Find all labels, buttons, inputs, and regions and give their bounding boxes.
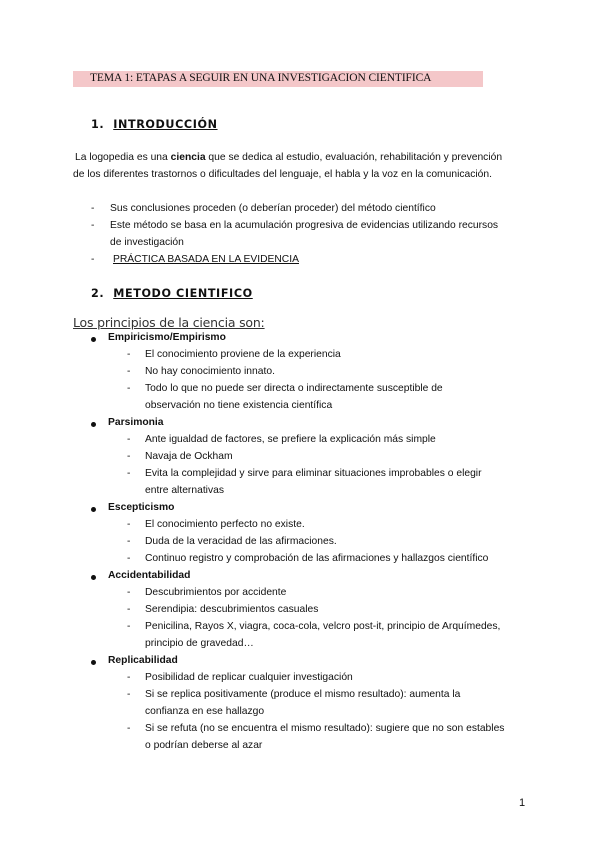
dash-marker: -	[91, 220, 95, 231]
dash-marker: -	[127, 689, 131, 700]
dash-marker: -	[127, 349, 131, 360]
principle-line: Penicilina, Rayos X, viagra, coca-cola, velcro post-it, principio de Arquímedes,	[145, 621, 501, 632]
principle-line: No hay conocimiento innato.	[145, 366, 275, 377]
principle-line: Duda de la veracidad de las afirmaciones.	[145, 536, 337, 547]
bullet-dot	[91, 575, 96, 580]
section1-number: 1.	[91, 118, 105, 131]
principle-line: Navaja de Ockham	[145, 451, 233, 462]
principle-line: El conocimiento perfecto no existe.	[145, 519, 305, 530]
dash-marker: -	[91, 203, 95, 214]
section1-title: INTRODUCCIÓN	[113, 118, 218, 131]
principle-label: Replicabilidad	[108, 655, 178, 666]
principle-line-cont: confianza en ese hallazgo	[145, 706, 265, 717]
principle-line: Si se replica positivamente (produce el mismo resultado): aumenta la	[145, 689, 461, 700]
evidence-text: PRÁCTICA BASADA EN LA EVIDENCIA	[113, 254, 299, 265]
principle-line: Posibilidad de replicar cualquier investigación	[145, 672, 353, 683]
dash-marker: -	[127, 434, 131, 445]
bullet-dot	[91, 422, 96, 427]
principle-line-cont: observación no tiene existencia científica	[145, 400, 333, 411]
intro-text-post: que se dedica al estudio, evaluación, rehabilitación y prevención	[205, 152, 503, 163]
dash-marker: -	[127, 366, 131, 377]
bullet-dot	[91, 337, 96, 342]
section2-heading	[91, 287, 253, 300]
dash-marker: -	[127, 383, 131, 394]
principle-label: Empiricismo/Empirismo	[108, 332, 226, 343]
section1-heading	[91, 118, 218, 131]
dash-marker: -	[127, 451, 131, 462]
principle-line: Descubrimientos por accidente	[145, 587, 287, 598]
evidence-link-text	[113, 254, 299, 265]
bullet-dot	[91, 507, 96, 512]
principles-subheading: Los principios de la ciencia son:	[73, 315, 265, 330]
intro-paragraph-line1	[75, 152, 502, 163]
intro-text-bold: ciencia	[170, 152, 206, 163]
dash-marker: -	[127, 723, 131, 734]
dash-marker: -	[127, 672, 131, 683]
principle-line: El conocimiento proviene de la experiencia	[145, 349, 341, 360]
intro-list-item: Sus conclusiones proceden (o deberían proceder) del método científico	[110, 203, 436, 214]
principle-line: Ante igualdad de factores, se prefiere la explicación más simple	[145, 434, 436, 445]
principle-line: Evita la complejidad y sirve para eliminar situaciones improbables o elegir	[145, 468, 482, 479]
dash-marker: -	[127, 468, 131, 479]
intro-paragraph-line2: de los diferentes trastornos o dificultades del lenguaje, el habla y la voz en la comunicación.	[73, 169, 492, 180]
dash-marker: -	[127, 553, 131, 564]
section2-title: METODO CIENTIFICO	[113, 287, 253, 300]
principle-line: Si se refuta (no se encuentra el mismo resultado): sugiere que no son estables	[145, 723, 505, 734]
dash-marker: -	[127, 587, 131, 598]
principle-line-cont: entre alternativas	[145, 485, 224, 496]
principle-line: Continuo registro y comprobación de las afirmaciones y hallazgos científico	[145, 553, 489, 564]
principle-label: Accidentabilidad	[108, 570, 191, 581]
dash-marker: -	[127, 621, 131, 632]
intro-text-pre: La logopedia es una	[75, 152, 171, 163]
page-title: TEMA 1: ETAPAS A SEGUIR EN UNA INVESTIGACION CIENTIFICA	[90, 72, 432, 84]
principle-line: Todo lo que no puede ser directa o indirectamente susceptible de	[145, 383, 443, 394]
dash-marker: -	[127, 604, 131, 615]
bullet-dot	[91, 660, 96, 665]
intro-list-item: Este método se basa en la acumulación progresiva de evidencias utilizando recursos	[110, 220, 499, 231]
intro-list-item-cont: de investigación	[110, 237, 184, 248]
dash-marker: -	[127, 536, 131, 547]
dash-marker: -	[91, 254, 95, 265]
dash-marker: -	[127, 519, 131, 530]
principle-label: Escepticismo	[108, 502, 175, 513]
section2-number: 2.	[91, 287, 105, 300]
principle-line-cont: principio de gravedad…	[145, 638, 254, 649]
principle-label: Parsimonia	[108, 417, 164, 428]
principle-line: Serendipia: descubrimientos casuales	[145, 604, 319, 615]
page-number: 1	[519, 797, 526, 809]
principle-line-cont: o podrían deberse al azar	[145, 740, 263, 751]
